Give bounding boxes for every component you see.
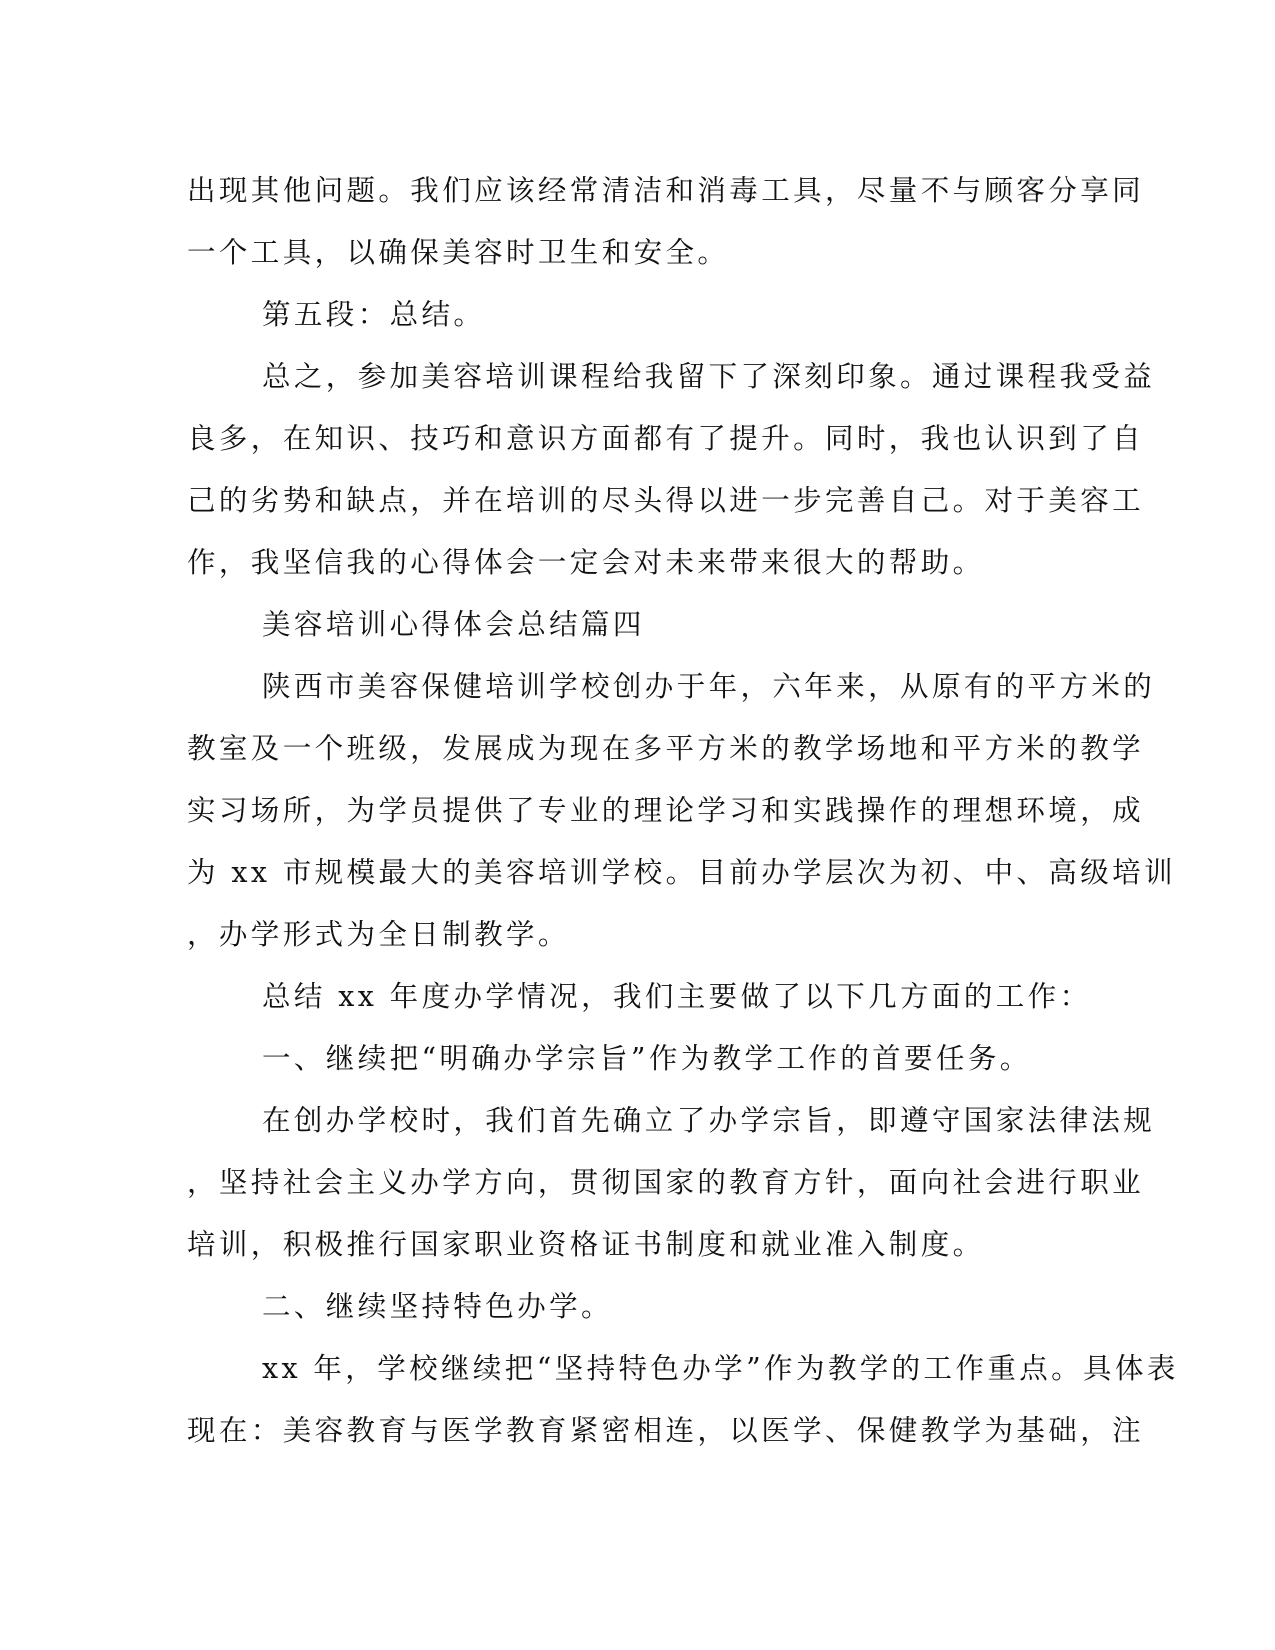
text-line: 作，我坚信我的心得体会一定会对未来带来很大的帮助。 bbox=[187, 546, 985, 579]
text-line: 为 xx 市规模最大的美容培训学校。目前办学层次为初、中、高级培训 bbox=[187, 856, 1176, 889]
text-line: 总结 xx 年度办学情况，我们主要做了以下几方面的工作： bbox=[262, 980, 1092, 1013]
text-line: 一、继续把“明确办学宗旨”作为教学工作的首要任务。 bbox=[262, 1042, 1032, 1075]
text-line: 二、继续坚持特色办学。 bbox=[262, 1290, 613, 1323]
document-body bbox=[187, 160, 1179, 1462]
text-line: 现在：美容教育与医学教育紧密相连，以医学、保健教学为基础，注 bbox=[187, 1414, 1145, 1447]
text-line: 美容培训心得体会总结篇四 bbox=[262, 608, 645, 641]
text-line: 在创办学校时，我们首先确立了办学宗旨，即遵守国家法律法规 bbox=[262, 1104, 1156, 1137]
text-line: 教室及一个班级，发展成为现在多平方米的教学场地和平方米的教学 bbox=[187, 732, 1145, 765]
text-line: 陕西市美容保健培训学校创办于年，六年来，从原有的平方米的 bbox=[262, 670, 1156, 703]
text-line: xx 年，学校继续把“坚持特色办学”作为教学的工作重点。具体表 bbox=[262, 1352, 1179, 1385]
text-line: ，办学形式为全日制教学。 bbox=[187, 918, 570, 951]
text-line: 总之，参加美容培训课程给我留下了深刻印象。通过课程我受益 bbox=[262, 360, 1156, 393]
text-line: 实习场所，为学员提供了专业的理论学习和实践操作的理想环境，成 bbox=[187, 794, 1145, 827]
text-line: 培训，积极推行国家职业资格证书制度和就业准入制度。 bbox=[187, 1228, 985, 1261]
text-line: 出现其他问题。我们应该经常清洁和消毒工具，尽量不与顾客分享同 bbox=[187, 174, 1145, 207]
text-line: 己的劣势和缺点，并在培训的尽头得以进一步完善自己。对于美容工 bbox=[187, 484, 1145, 517]
text-line: 第五段：总结。 bbox=[262, 298, 486, 331]
text-line: ，坚持社会主义办学方向，贯彻国家的教育方针，面向社会进行职业 bbox=[187, 1166, 1145, 1199]
text-line: 良多，在知识、技巧和意识方面都有了提升。同时，我也认识到了自 bbox=[187, 422, 1145, 455]
text-line: 一个工具，以确保美容时卫生和安全。 bbox=[187, 236, 730, 269]
